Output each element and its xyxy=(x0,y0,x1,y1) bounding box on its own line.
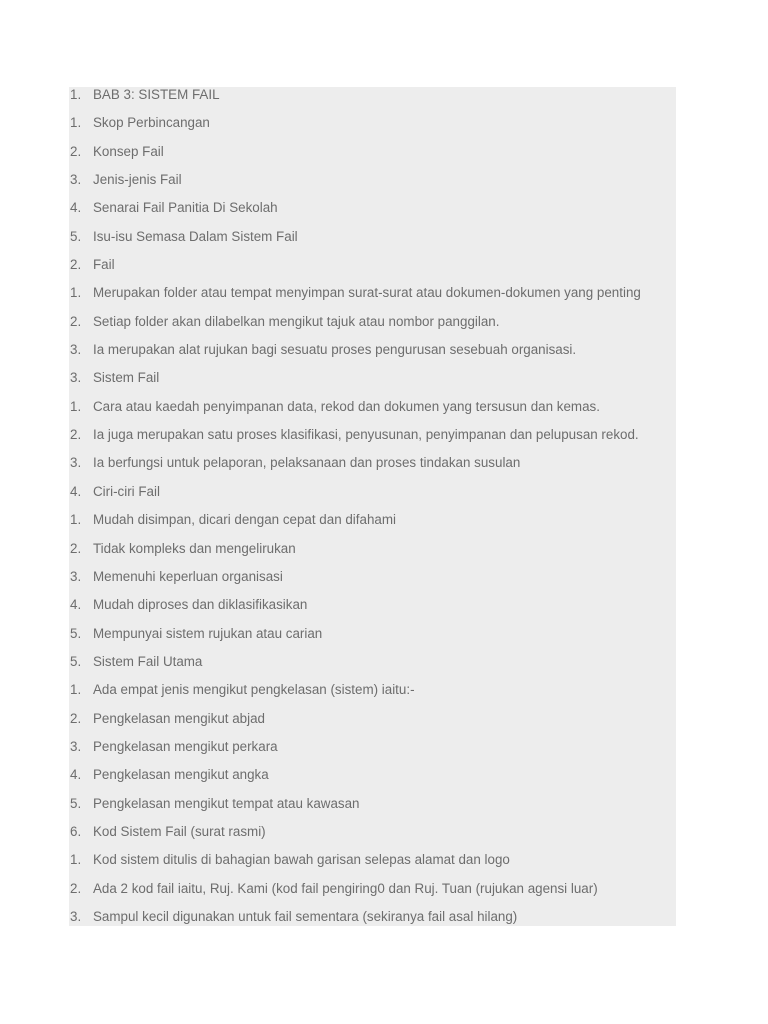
list-item xyxy=(69,427,676,455)
list-item xyxy=(69,229,676,257)
item-number: 4. xyxy=(70,597,82,613)
list-item xyxy=(69,626,676,654)
list-item xyxy=(69,87,676,115)
list-item xyxy=(69,824,676,852)
list-item xyxy=(69,852,676,880)
document-content xyxy=(69,87,676,926)
item-text: Pengkelasan mengikut angka xyxy=(93,767,269,783)
item-number: 5. xyxy=(70,228,82,244)
item-number: 4. xyxy=(70,767,82,783)
list-item xyxy=(69,285,676,313)
item-text: Ia juga merupakan satu proses klasifikasi, penyusunan, penyimpanan dan pelupusan rekod. xyxy=(93,427,639,443)
list-item xyxy=(69,484,676,512)
item-number: 1. xyxy=(70,285,82,301)
item-text: BAB 3: SISTEM FAIL xyxy=(93,87,220,102)
item-number: 5. xyxy=(70,653,82,669)
list-item xyxy=(69,682,676,710)
item-number: 1. xyxy=(70,115,82,131)
list-item xyxy=(69,512,676,540)
list-item xyxy=(69,569,676,597)
item-text: Ia merupakan alat rujukan bagi sesuatu proses pengurusan sesebuah organisasi. xyxy=(93,342,577,358)
item-number: 3. xyxy=(70,738,82,754)
list-item xyxy=(69,767,676,795)
item-number: 2. xyxy=(70,143,82,159)
list-item xyxy=(69,342,676,370)
item-number: 2. xyxy=(70,427,82,443)
item-text: Pengkelasan mengikut perkara xyxy=(93,738,278,754)
item-number: 3. xyxy=(70,172,82,188)
item-text: Fail xyxy=(93,257,115,273)
item-number: 1. xyxy=(70,852,82,868)
item-text: Kod sistem ditulis di bahagian bawah garisan selepas alamat dan logo xyxy=(93,852,510,868)
item-number: 5. xyxy=(70,625,82,641)
item-number: 3. xyxy=(70,908,82,924)
item-text: Memenuhi keperluan organisasi xyxy=(93,568,283,584)
item-text: Setiap folder akan dilabelkan mengikut tajuk atau nombor panggilan. xyxy=(93,313,500,329)
item-number: 2. xyxy=(70,540,82,556)
list-item xyxy=(69,115,676,143)
list-item xyxy=(69,200,676,228)
item-text: Senarai Fail Panitia Di Sekolah xyxy=(93,200,278,216)
item-text: Skop Perbincangan xyxy=(93,115,210,131)
list-item xyxy=(69,654,676,682)
item-text: Ada 2 kod fail iaitu, Ruj. Kami (kod fail pengiring0 dan Ruj. Tuan (rujukan agensi luar) xyxy=(93,880,598,896)
item-number: 3. xyxy=(70,370,82,386)
item-number: 5. xyxy=(70,795,82,811)
list-item xyxy=(69,711,676,739)
list-item xyxy=(69,796,676,824)
list-item xyxy=(69,314,676,342)
item-number: 3. xyxy=(70,455,82,471)
item-text: Konsep Fail xyxy=(93,143,164,159)
item-text: Sistem Fail xyxy=(93,370,160,386)
item-text: Tidak kompleks dan mengelirukan xyxy=(93,540,296,556)
item-number: 2. xyxy=(70,257,82,273)
item-text: Ciri-ciri Fail xyxy=(93,483,160,499)
list-item xyxy=(69,370,676,398)
item-number: 2. xyxy=(70,880,82,896)
item-number: 6. xyxy=(70,823,82,839)
item-text: Cara atau kaedah penyimpanan data, rekod dan dokumen yang tersusun dan kemas. xyxy=(93,398,600,414)
list-item xyxy=(69,739,676,767)
numbered-list xyxy=(69,87,676,937)
list-item xyxy=(69,455,676,483)
list-item xyxy=(69,144,676,172)
item-text: Mudah diproses dan diklasifikasikan xyxy=(93,597,308,613)
list-item xyxy=(69,909,676,937)
item-text: Pengkelasan mengikut abjad xyxy=(93,710,265,726)
item-text: Jenis-jenis Fail xyxy=(93,172,182,188)
item-number: 2. xyxy=(70,710,82,726)
item-text: Sampul kecil digunakan untuk fail sementara (sekiranya fail asal hilang) xyxy=(93,908,518,924)
item-text: Ia berfungsi untuk pelaporan, pelaksanaan dan proses tindakan susulan xyxy=(93,455,521,471)
list-item xyxy=(69,257,676,285)
item-number: 3. xyxy=(70,342,82,358)
item-number: 1. xyxy=(70,398,82,414)
item-number: 4. xyxy=(70,483,82,499)
item-number: 2. xyxy=(70,313,82,329)
list-item xyxy=(69,172,676,200)
list-item xyxy=(69,541,676,569)
item-text: Kod Sistem Fail (surat rasmi) xyxy=(93,823,266,839)
item-number: 4. xyxy=(70,200,82,216)
item-text: Mudah disimpan, dicari dengan cepat dan difahami xyxy=(93,512,396,528)
item-number: 1. xyxy=(70,87,82,102)
item-text: Merupakan folder atau tempat menyimpan surat-surat atau dokumen-dokumen yang penting xyxy=(93,285,641,301)
item-number: 1. xyxy=(70,512,82,528)
list-item xyxy=(69,881,676,909)
item-text: Ada empat jenis mengikut pengkelasan (sistem) iaitu:- xyxy=(93,682,415,698)
item-text: Isu-isu Semasa Dalam Sistem Fail xyxy=(93,228,298,244)
list-item xyxy=(69,597,676,625)
item-text: Sistem Fail Utama xyxy=(93,653,203,669)
item-number: 3. xyxy=(70,568,82,584)
item-text: Mempunyai sistem rujukan atau carian xyxy=(93,625,323,641)
item-number: 1. xyxy=(70,682,82,698)
item-text: Pengkelasan mengikut tempat atau kawasan xyxy=(93,795,360,811)
list-item xyxy=(69,399,676,427)
